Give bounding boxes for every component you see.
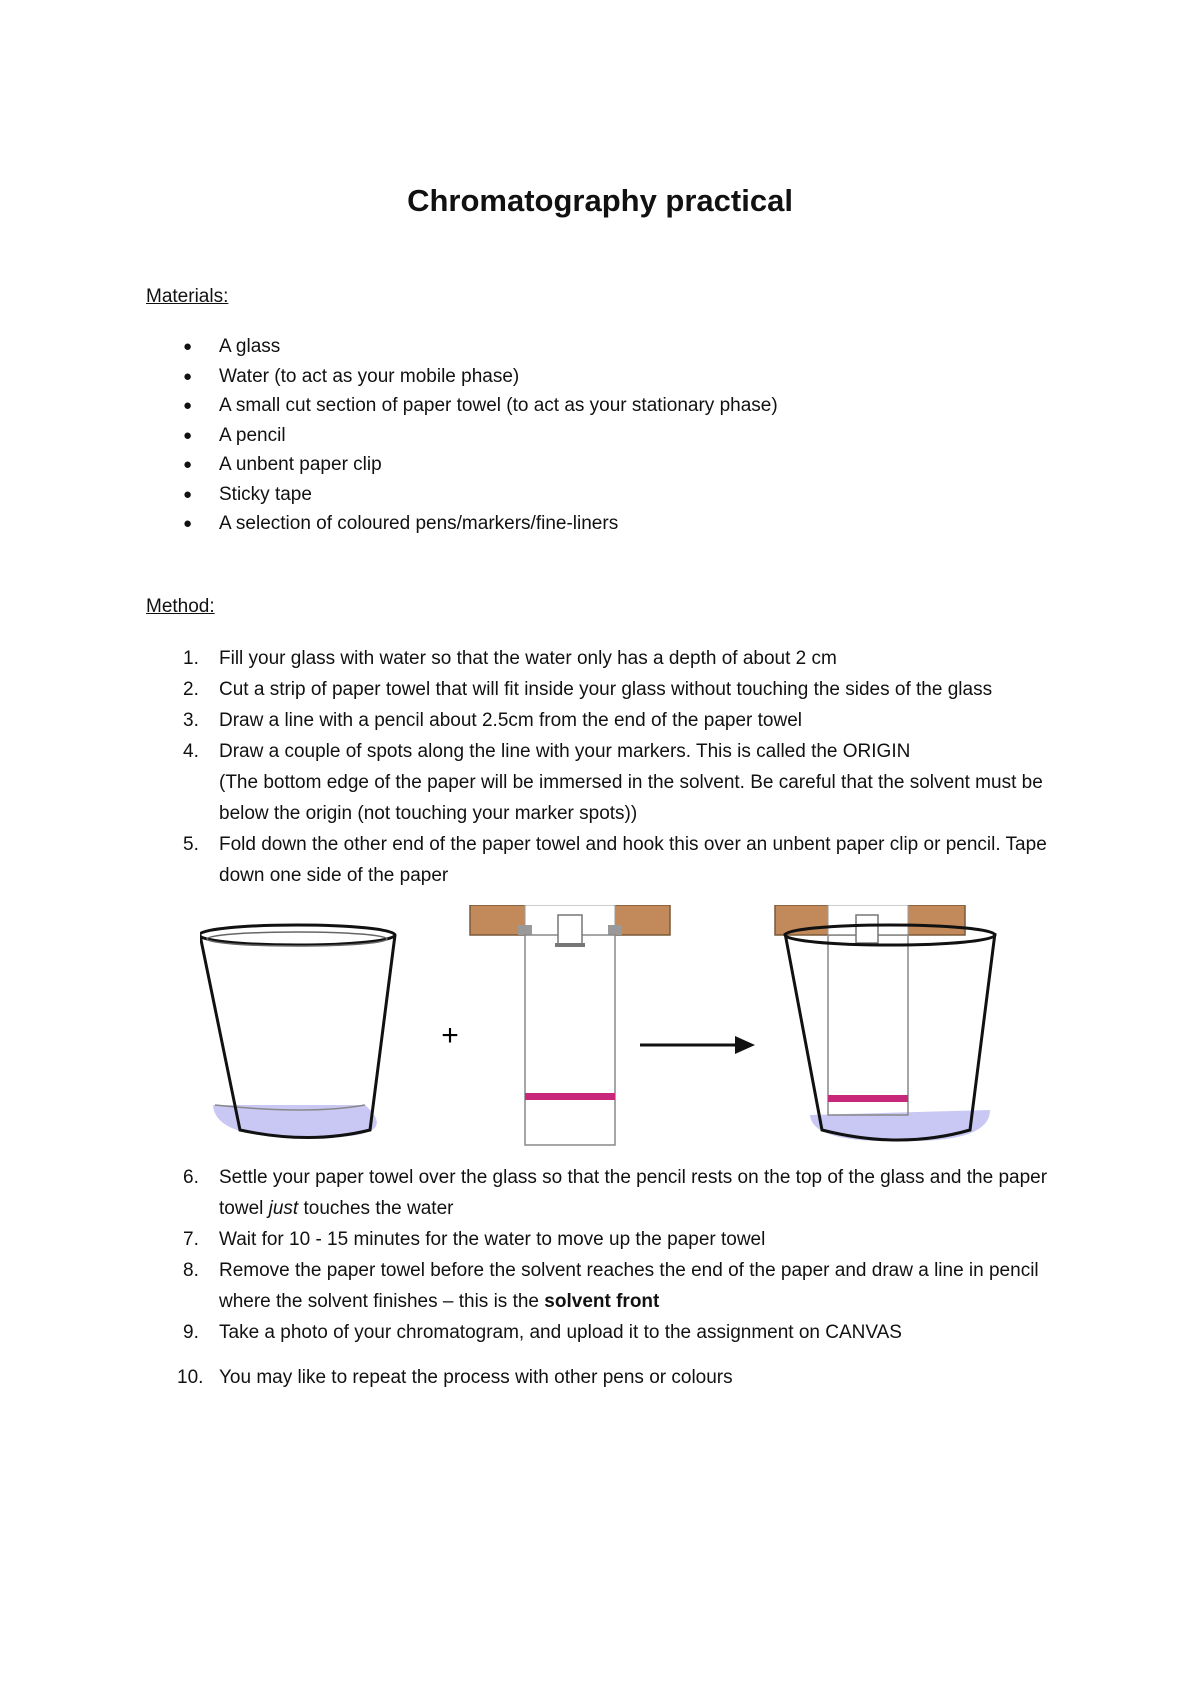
chromatography-setup-diagram	[200, 905, 1000, 1150]
bullet-icon: ●	[183, 397, 193, 414]
method-step: 4. Draw a couple of spots along the line with your markers. This is called the ORIGIN (The bottom edge of the paper will be immersed in the solvent. Be careful that the solvent must be below the origin (not touching your marker spots))	[183, 741, 1043, 824]
bullet-icon: ●	[183, 515, 193, 532]
list-item: ● A glass	[146, 332, 778, 362]
method-step: 3. Draw a line with a pencil about 2.5cm from the end of the paper towel	[183, 710, 802, 731]
method-step: 2. Cut a strip of paper towel that will fit inside your glass without touching the sides of the glass	[183, 679, 993, 700]
bullet-icon: ●	[183, 456, 193, 473]
materials-list	[146, 332, 778, 539]
page-title: Chromatography practical	[407, 183, 793, 218]
method-step: 7. Wait for 10 - 15 minutes for the water to move up the paper towel	[183, 1229, 766, 1250]
method-step: 1. Fill your glass with water so that the water only has a depth of about 2 cm	[183, 648, 837, 669]
origin-line	[525, 1093, 615, 1100]
bullet-icon: ●	[183, 485, 193, 503]
paper-strip-on-pencil	[470, 905, 670, 1145]
origin-line	[828, 1095, 908, 1102]
method-step: 10. You may like to repeat the process with other pens or colours	[177, 1367, 733, 1388]
list-item: ● Water (to act as your mobile phase)	[146, 362, 778, 392]
method-steps	[146, 643, 1086, 891]
list-item: ● Sticky tape	[146, 480, 778, 510]
bullet-icon: ●	[183, 426, 193, 444]
list-item: ● A pencil	[146, 421, 778, 451]
method-step: 8. Remove the paper towel before the solvent reaches the end of the paper and draw a line in pencil where the solvent finishes – this is the solvent front	[183, 1260, 1039, 1312]
bullet-icon: ●	[183, 367, 193, 385]
arrow-icon	[640, 1036, 755, 1054]
glass-with-water	[200, 925, 395, 1138]
paper-clip	[856, 915, 878, 943]
method-step: 5. Fold down the other end of the paper towel and hook this over an unbent paper clip or pencil. Tape down one side of the paper	[183, 834, 1047, 886]
list-item: ● A small cut section of paper towel (to act as your stationary phase)	[146, 391, 778, 421]
paper-clip	[558, 915, 582, 945]
bullet-icon: ●	[183, 338, 193, 355]
method-step: 6. Settle your paper towel over the glass so that the pencil rests on the top of the glass and the paper towel just touches the water	[183, 1167, 1048, 1219]
method-steps-continued	[146, 1162, 1086, 1393]
method-step-note: (The bottom edge of the paper will be immersed in the solvent. Be careful that the solvent must be below the origin (not touching your marker spots))	[219, 772, 1043, 824]
plus-sign: +	[441, 1019, 459, 1052]
method-heading: Method:	[146, 596, 215, 617]
paper-strip	[525, 935, 615, 1145]
list-item: ● A unbent paper clip	[146, 450, 778, 480]
list-item: ● A selection of coloured pens/markers/fine-liners	[146, 509, 778, 539]
paper-strip	[828, 935, 908, 1115]
method-step: 9. Take a photo of your chromatogram, and upload it to the assignment on CANVAS	[183, 1322, 902, 1343]
materials-heading: Materials:	[146, 286, 229, 307]
assembled-setup	[775, 905, 995, 1141]
